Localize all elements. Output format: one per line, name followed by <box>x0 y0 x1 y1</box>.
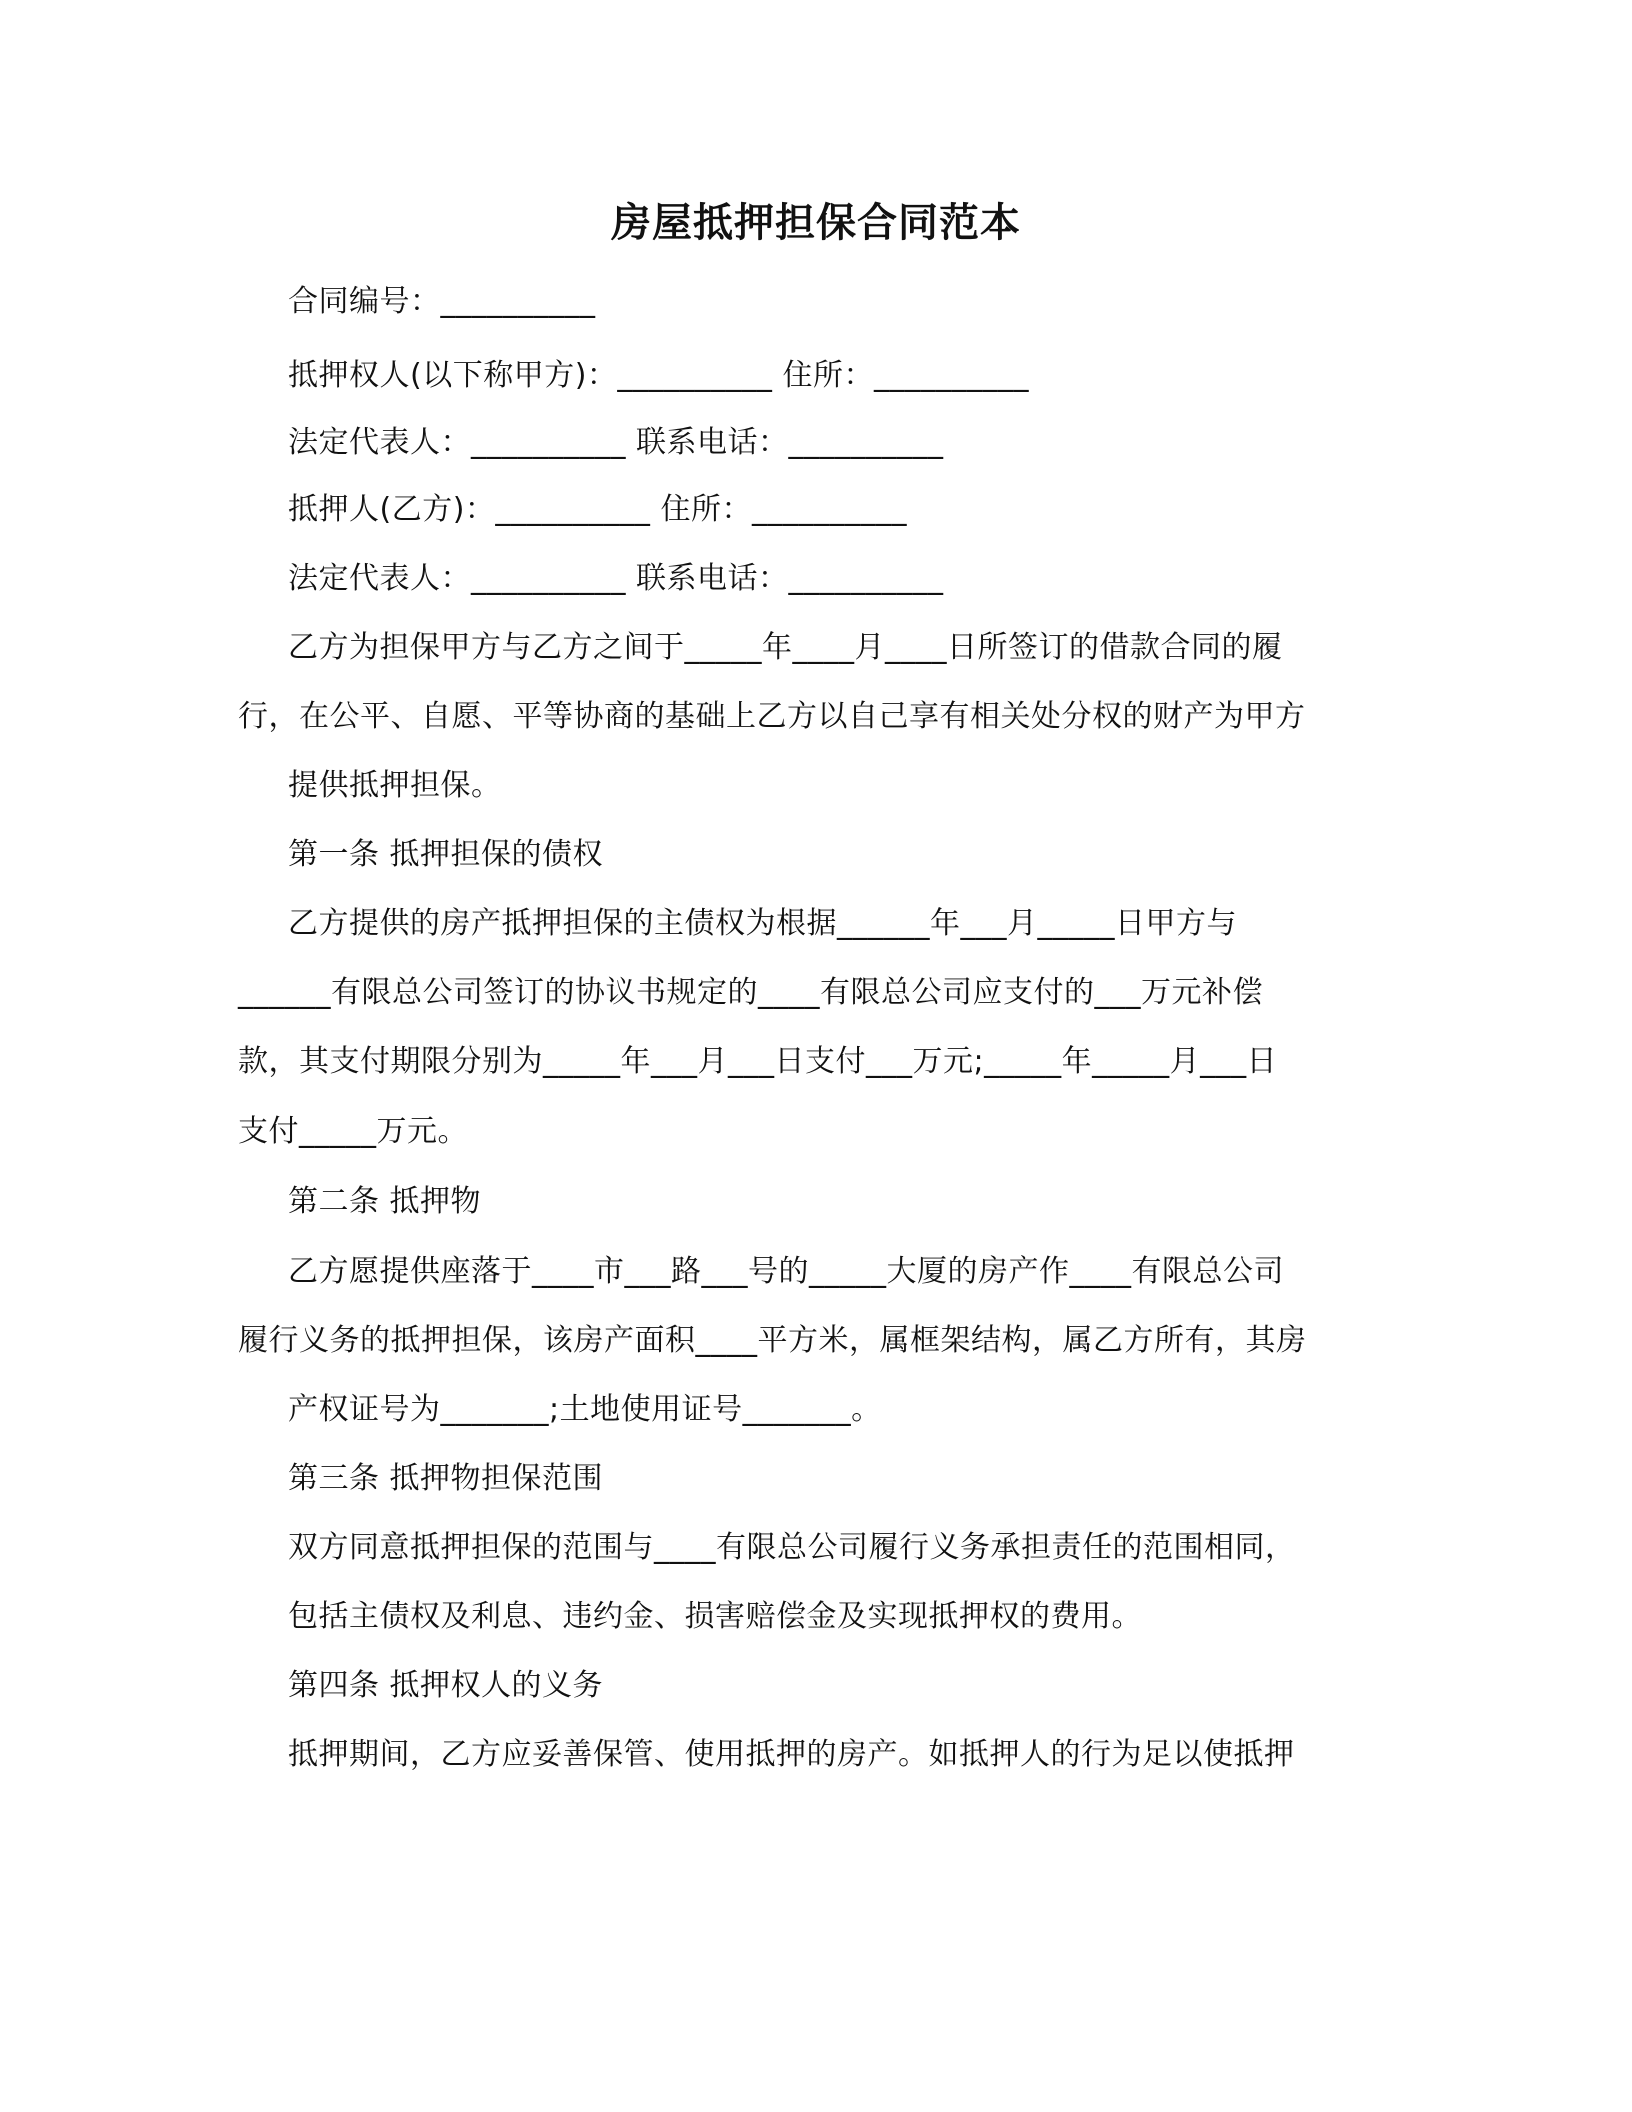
paragraph-line: 抵押期间，乙方应妥善保管、使用抵押的房产。如抵押人的行为足以使抵押 <box>288 1737 1295 1772</box>
paragraph-line: 行，在公平、自愿、平等协商的基础上乙方以自己享有相关处分权的财产为甲方 <box>238 699 1306 734</box>
article-heading: 第四条 抵押权人的义务 <box>288 1668 604 1703</box>
article-heading: 第二条 抵押物 <box>288 1184 482 1219</box>
mortgagor-representative-line: 法定代表人：__________ 联系电话：__________ <box>288 561 944 596</box>
paragraph-line: 乙方提供的房产抵押担保的主债权为根据______年___月_____日甲方与 <box>288 906 1237 941</box>
paragraph-line: ______有限总公司签订的协议书规定的____有限总公司应支付的___万元补偿 <box>238 975 1263 1010</box>
article-heading: 第一条 抵押担保的债权 <box>288 837 604 872</box>
paragraph-line: 支付_____万元。 <box>238 1114 468 1149</box>
paragraph-line: 提供抵押担保。 <box>288 768 502 803</box>
mortgagee-line: 抵押权人(以下称甲方)：__________ 住所：__________ <box>288 358 1029 393</box>
contract-number-line: 合同编号：__________ <box>288 284 596 319</box>
paragraph-line: 乙方愿提供座落于____市___路___号的_____大厦的房产作____有限总公司 <box>288 1254 1284 1289</box>
paragraph-line: 产权证号为_______;土地使用证号_______。 <box>288 1392 882 1427</box>
paragraph-line: 款，其支付期限分别为_____年___月___日支付___万元;_____年_____月___日 <box>238 1044 1278 1079</box>
paragraph-line: 乙方为担保甲方与乙方之间于_____年____月____日所签订的借款合同的履 <box>288 630 1283 665</box>
document-title: 房屋抵押担保合同范本 <box>611 200 1021 246</box>
paragraph-line: 包括主债权及利息、违约金、损害赔偿金及实现抵押权的费用。 <box>288 1599 1142 1634</box>
article-heading: 第三条 抵押物担保范围 <box>288 1461 604 1496</box>
mortgagor-line: 抵押人(乙方)：__________ 住所：__________ <box>288 492 907 527</box>
mortgagee-representative-line: 法定代表人：__________ 联系电话：__________ <box>288 425 944 460</box>
paragraph-line: 履行义务的抵押担保，该房产面积____平方米，属框架结构，属乙方所有，其房 <box>238 1323 1307 1358</box>
paragraph-line: 双方同意抵押担保的范围与____有限总公司履行义务承担责任的范围相同， <box>288 1530 1296 1565</box>
